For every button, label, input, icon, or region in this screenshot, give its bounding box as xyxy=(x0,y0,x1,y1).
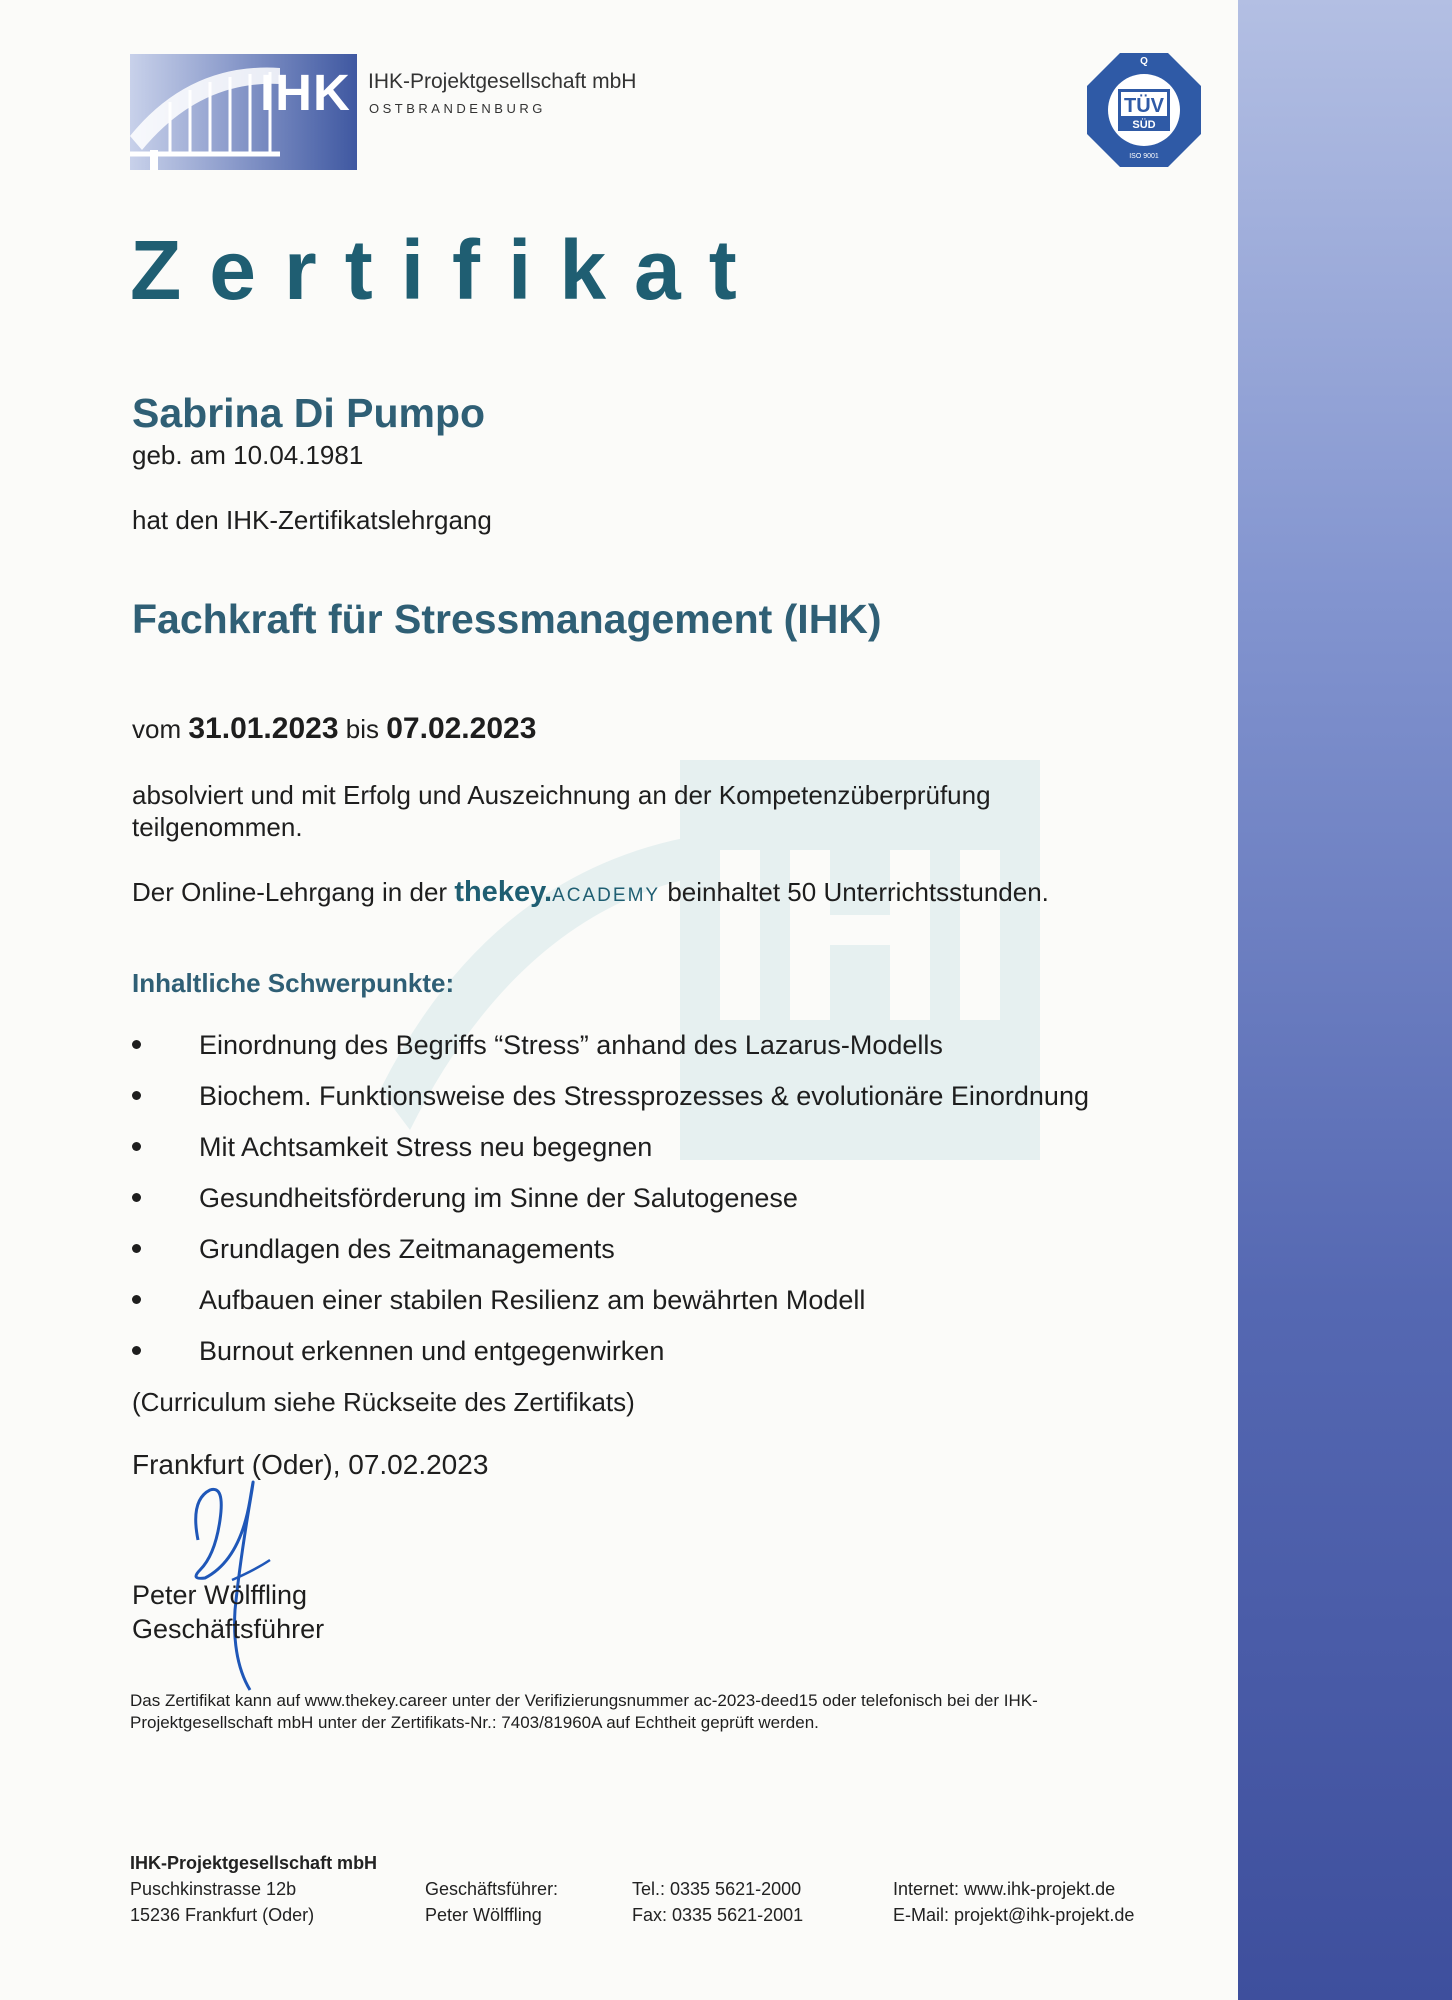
footer-phone xyxy=(632,1876,803,1928)
intro-text: hat den IHK-Zertifikatslehrgang xyxy=(132,505,492,535)
place-date: Frankfurt (Oder), 07.02.2023 xyxy=(132,1449,489,1480)
thekey-brand: thekey. xyxy=(454,876,553,908)
completion-line-1: absolviert und mit Erfolg und Auszeichnung an der Kompetenzüberprüfung xyxy=(132,780,991,810)
list-item-text: Burnout erkennen und entgegenwirken xyxy=(199,1336,665,1366)
company-region: OSTBRANDENBURG xyxy=(369,101,546,116)
footer-contact xyxy=(893,1876,1134,1928)
footer-city: 15236 Frankfurt (Oder) xyxy=(130,1905,315,1925)
company-name: IHK-Projektgesellschaft mbH xyxy=(368,70,637,93)
course-period xyxy=(132,712,536,746)
period-to-date: 07.02.2023 xyxy=(386,712,537,745)
list-item-text: Mit Achtsamkeit Stress neu begegnen xyxy=(199,1132,653,1162)
tuv-q-label: Q xyxy=(1140,56,1148,67)
bullet-icon xyxy=(132,1295,141,1304)
period-from-date: 31.01.2023 xyxy=(188,712,339,745)
period-from-word: vom xyxy=(132,714,182,744)
bullet-icon xyxy=(132,1244,141,1253)
footer-address xyxy=(130,1850,377,1928)
footer-fax: Fax: 0335 5621-2001 xyxy=(632,1905,804,1925)
bullet-icon xyxy=(132,1193,141,1202)
bullet-icon xyxy=(132,1346,141,1355)
online-course-line xyxy=(132,876,1049,909)
curriculum-note: (Curriculum siehe Rückseite des Zertifikats) xyxy=(132,1387,635,1417)
list-item-text: Biochem. Funktionsweise des Stressprozesses & evolutionäre Einordnung xyxy=(199,1081,1089,1111)
footer-internet: Internet: www.ihk-projekt.de xyxy=(893,1879,1116,1899)
footer-company: IHK-Projektgesellschaft mbH xyxy=(130,1853,378,1873)
signer-name: Peter Wölffling xyxy=(132,1580,308,1610)
footer-email: E-Mail: projekt@ihk-projekt.de xyxy=(893,1905,1135,1925)
bullet-icon xyxy=(132,1040,141,1049)
tuv-iso: ISO 9001 xyxy=(1129,153,1159,160)
online-suffix: beinhaltet 50 Unterrichtsstunden. xyxy=(667,877,1049,907)
verification-text xyxy=(130,1690,1150,1734)
birth-date: geb. am 10.04.1981 xyxy=(132,440,364,470)
list-item-text: Aufbauen einer stabilen Resilienz am bewährten Modell xyxy=(199,1285,866,1315)
footer-gf-label: Geschäftsführer: xyxy=(425,1879,559,1899)
list-item-text: Grundlagen des Zeitmanagements xyxy=(199,1234,615,1264)
tuv-sued-seal xyxy=(1085,51,1203,169)
decorative-side-bar xyxy=(1238,0,1452,2000)
signer-role: Geschäftsführer xyxy=(132,1614,325,1644)
footer-tel: Tel.: 0335 5621-2000 xyxy=(632,1879,802,1899)
footer-gf-name: Peter Wölffling xyxy=(425,1905,542,1925)
bullet-icon xyxy=(132,1091,141,1100)
tuv-name: TÜV xyxy=(1124,95,1164,117)
certificate-title: Zertifikat xyxy=(130,223,765,317)
list-item-text: Gesundheitsförderung im Sinne der Salutogenese xyxy=(199,1183,798,1213)
academy-brand: ACADEMY xyxy=(552,885,661,906)
period-to-word: bis xyxy=(345,714,379,744)
course-title: Fachkraft für Stressmanagement (IHK) xyxy=(132,596,882,642)
verification-line-1: Das Zertifikat kann auf www.thekey.career unter der Verifizierungsnummer ac-2023-deed15 oder telefonisch bei der IHK- xyxy=(130,1691,1038,1710)
footer-street: Puschkinstrasse 12b xyxy=(130,1879,297,1899)
bullet-icon xyxy=(132,1142,141,1151)
recipient-name: Sabrina Di Pumpo xyxy=(132,390,486,436)
online-prefix: Der Online-Lehrgang in der xyxy=(132,877,448,907)
verification-line-2: Projektgesellschaft mbH unter der Zertifikats-Nr.: 7403/81960A auf Echtheit geprüft werden. xyxy=(130,1713,819,1732)
logo-text: IHK xyxy=(260,64,351,121)
completion-line-2: teilgenommen. xyxy=(132,812,303,842)
footer-management xyxy=(425,1876,558,1928)
tuv-sub: SÜD xyxy=(1132,119,1156,131)
list-item-text: Einordnung des Begriffs “Stress” anhand des Lazarus-Modells xyxy=(199,1030,943,1060)
focus-heading: Inhaltliche Schwerpunkte: xyxy=(132,968,455,998)
